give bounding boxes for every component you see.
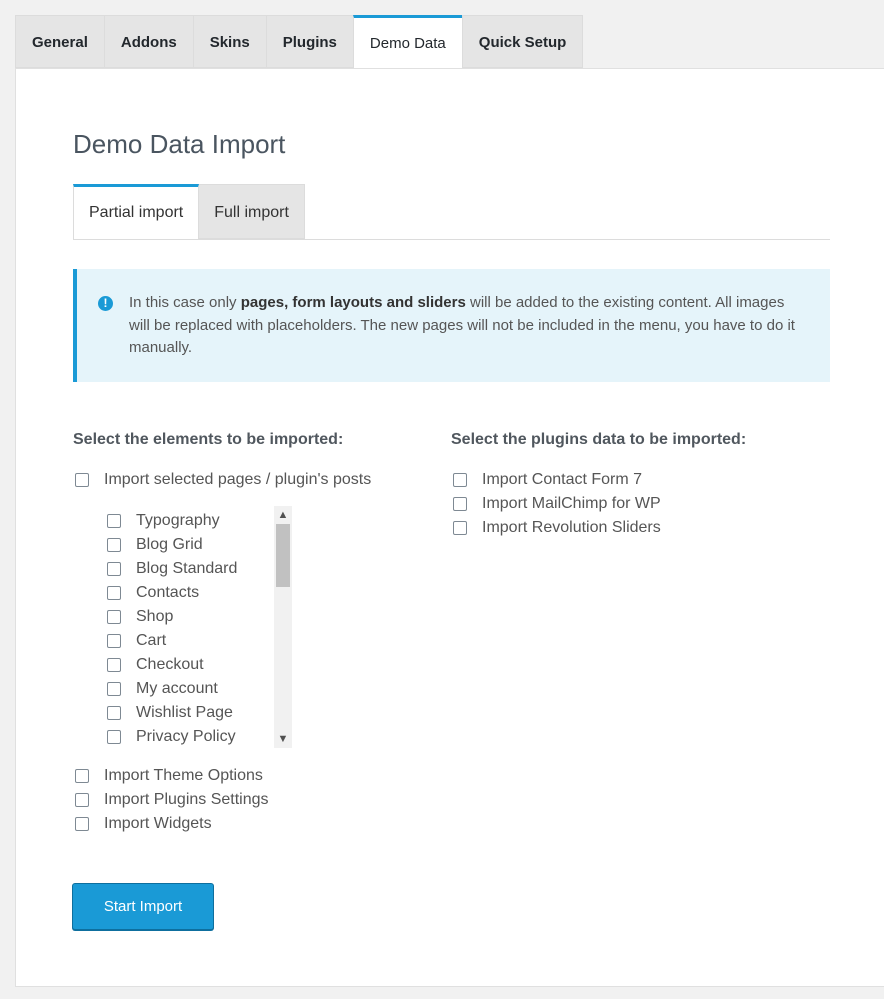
tab-plugins[interactable]: Plugins <box>266 15 353 68</box>
page-checkbox[interactable] <box>107 634 121 648</box>
info-icon: ! <box>98 296 113 311</box>
import-mode-tabs <box>73 184 830 240</box>
import-plugins-settings[interactable]: Import Plugins Settings <box>75 788 269 812</box>
page-checkbox[interactable] <box>107 538 121 552</box>
page-checkbox[interactable] <box>107 514 121 528</box>
plugins-heading: Select the plugins data to be imported: <box>451 431 747 448</box>
revolution-sliders-checkbox[interactable] <box>453 521 467 535</box>
widgets-checkbox[interactable] <box>75 817 89 831</box>
plugins-settings-checkbox[interactable] <box>75 793 89 807</box>
page-checkbox[interactable] <box>107 682 121 696</box>
list-item[interactable]: Wishlist Page <box>107 701 233 725</box>
list-item[interactable]: Contacts <box>107 581 199 605</box>
scrollbar-thumb[interactable] <box>276 524 290 587</box>
tab-partial-import[interactable]: Partial import <box>73 184 199 240</box>
list-item[interactable]: Checkout <box>107 653 204 677</box>
list-item[interactable]: Privacy Policy <box>107 725 236 748</box>
list-item[interactable]: Typography <box>107 509 220 533</box>
tab-skins[interactable]: Skins <box>193 15 266 68</box>
import-theme-options[interactable]: Import Theme Options <box>75 764 263 788</box>
page-checkbox[interactable] <box>107 610 121 624</box>
pages-list-scrollbar[interactable] <box>274 506 292 748</box>
import-mailchimp[interactable]: Import MailChimp for WP <box>453 492 661 516</box>
page-checkbox[interactable] <box>107 586 121 600</box>
tab-addons[interactable]: Addons <box>104 15 193 68</box>
elements-heading: Select the elements to be imported: <box>73 431 344 448</box>
list-item[interactable]: My account <box>107 677 218 701</box>
chevron-down-icon[interactable]: ▼ <box>277 733 289 745</box>
list-item[interactable]: Blog Grid <box>107 533 203 557</box>
page-checkbox[interactable] <box>107 562 121 576</box>
import-widgets[interactable]: Import Widgets <box>75 812 212 836</box>
tab-full-import[interactable]: Full import <box>199 184 305 239</box>
page-title: Demo Data Import <box>73 129 286 159</box>
import-pages-checkbox[interactable] <box>75 473 89 487</box>
top-tab-bar <box>15 15 583 69</box>
chevron-up-icon[interactable]: ▲ <box>277 509 289 521</box>
tab-general[interactable]: General <box>15 15 104 68</box>
content-panel <box>15 68 884 987</box>
import-contact-form-7[interactable]: Import Contact Form 7 <box>453 468 642 492</box>
list-item[interactable]: Cart <box>107 629 166 653</box>
list-item[interactable]: Blog Standard <box>107 557 237 581</box>
theme-options-checkbox[interactable] <box>75 769 89 783</box>
notice-text: In this case only pages, form layouts and sliders will be added to the existing content. All images will be replaced with placeholders. The new pages will not be included in the menu, you have to do it manually. <box>129 294 795 356</box>
page-checkbox[interactable] <box>107 730 121 744</box>
start-import-button[interactable]: Start Import <box>72 883 214 930</box>
import-pages-label: Import selected pages / plugin's posts <box>104 471 372 488</box>
tab-quick-setup[interactable]: Quick Setup <box>462 15 584 68</box>
list-item[interactable]: Shop <box>107 605 173 629</box>
mailchimp-checkbox[interactable] <box>453 497 467 511</box>
tab-demo-data[interactable]: Demo Data <box>353 15 462 69</box>
pages-list[interactable] <box>107 506 292 748</box>
page-checkbox[interactable] <box>107 658 121 672</box>
info-notice <box>73 269 830 382</box>
import-pages-option[interactable] <box>75 468 371 492</box>
import-revolution-sliders[interactable]: Import Revolution Sliders <box>453 516 661 540</box>
page-checkbox[interactable] <box>107 706 121 720</box>
contact-form-checkbox[interactable] <box>453 473 467 487</box>
